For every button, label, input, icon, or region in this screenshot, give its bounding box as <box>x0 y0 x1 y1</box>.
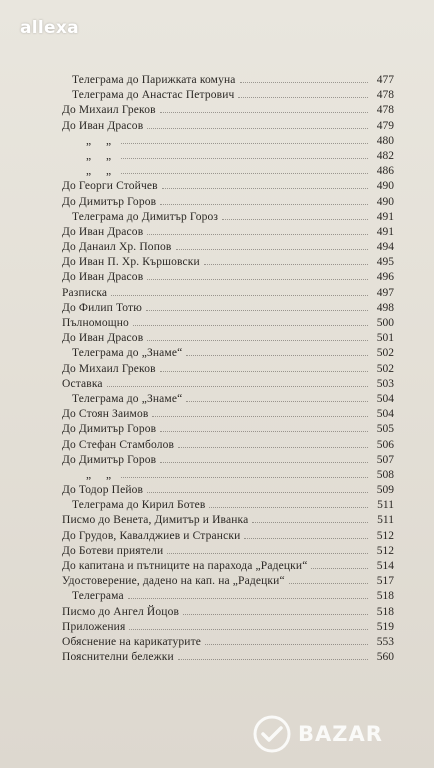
toc-entry-page-number: 478 <box>376 104 394 117</box>
watermark-brand-text: BAZAR <box>298 722 383 746</box>
dot-leader <box>160 111 368 113</box>
toc-entry <box>62 103 394 118</box>
toc-entry-title: Телеграма до Анастас Петрович <box>72 89 235 102</box>
toc-entry <box>62 438 394 453</box>
dot-leader <box>209 506 368 508</box>
toc-entry <box>62 255 394 270</box>
toc-entry-title: До Михаил Греков <box>62 362 156 375</box>
dot-leader <box>147 278 368 280</box>
toc-entry-page-number: 490 <box>376 180 394 193</box>
toc-entry-title: До Димитър Горов <box>62 195 157 208</box>
toc-entry <box>62 134 394 149</box>
toc-entry-page-number: 500 <box>376 317 394 329</box>
toc-entry-title: До Иван Драсов <box>62 332 144 345</box>
toc-entry-title: „ „ <box>86 165 118 178</box>
toc-entry-title: До Иван Драсов <box>62 119 144 132</box>
toc-entry-page-number: 511 <box>377 499 394 512</box>
dot-leader <box>146 309 368 311</box>
toc-entry <box>62 164 394 179</box>
dot-leader <box>121 142 368 144</box>
dot-leader <box>183 613 368 615</box>
dot-leader <box>147 339 368 341</box>
toc-entry-title: До Грудов, Кавалджиев и Странски <box>62 529 241 542</box>
toc-entry-page-number: 512 <box>376 544 394 557</box>
toc-entry-title: До Иван П. Хр. Кършовски <box>62 256 200 269</box>
dot-leader <box>178 658 368 660</box>
toc-entry-title: До Михаил Греков <box>62 104 156 117</box>
toc-entry-title: До Ботеви приятели <box>62 544 164 557</box>
dot-leader <box>160 370 368 372</box>
dot-leader <box>121 157 368 159</box>
toc-entry-page-number: 507 <box>376 453 394 466</box>
toc-entry <box>62 270 394 285</box>
toc-entry <box>62 574 394 589</box>
toc-entry-title: Телеграма до Кирил Ботев <box>72 499 206 512</box>
toc-entry-page-number: 503 <box>376 377 394 390</box>
toc-entry <box>62 119 394 134</box>
watermark-logo-bottom <box>252 712 422 756</box>
toc-entry <box>62 179 394 194</box>
toc-entry-page-number: 495 <box>376 256 394 269</box>
dot-leader <box>147 127 368 129</box>
toc-entry-page-number: 501 <box>376 332 394 345</box>
dot-leader <box>147 491 368 493</box>
toc-entry-title: До Иван Драсов <box>62 225 144 238</box>
toc-entry-title: До Данаил Хр. Попов <box>62 241 172 254</box>
toc-entry-page-number: 560 <box>376 651 394 664</box>
toc-entry-title: До Георги Стойчев <box>62 180 158 193</box>
toc-entry-title: Приложения <box>62 620 126 633</box>
dot-leader <box>178 446 368 448</box>
dot-leader <box>186 354 368 356</box>
table-of-contents <box>62 73 394 665</box>
dot-leader <box>311 567 368 569</box>
toc-entry-title: До Иван Драсов <box>62 271 144 284</box>
dot-leader <box>205 643 368 645</box>
dot-leader <box>240 81 368 83</box>
toc-entry-page-number: 482 <box>376 149 394 162</box>
toc-entry-title: Телеграма до „Знаме“ <box>72 392 183 405</box>
toc-entry-title: Удостоверение, дадено на кап. на „Радецки“ <box>62 575 285 588</box>
toc-entry-title: Телеграма до Парижката комуна <box>72 74 236 86</box>
dot-leader <box>152 415 368 417</box>
toc-entry-page-number: 477 <box>376 74 394 86</box>
toc-entry-page-number: 491 <box>376 210 394 223</box>
toc-entry <box>62 195 394 210</box>
toc-entry <box>62 362 394 377</box>
dot-leader <box>107 385 368 387</box>
toc-entry-title: До Тодор Пейов <box>62 484 144 497</box>
toc-entry <box>62 346 394 361</box>
dot-leader <box>147 233 368 235</box>
toc-entry-title: До Филип Тотю <box>62 301 142 314</box>
toc-entry-page-number: 478 <box>376 89 394 102</box>
toc-entry <box>62 498 394 513</box>
toc-entry-title: До капитана и пътниците на парахода „Радецки“ <box>62 560 308 572</box>
toc-entry <box>62 301 394 316</box>
toc-entry-title: „ „ <box>86 468 118 481</box>
toc-entry <box>62 149 394 164</box>
toc-entry-page-number: 504 <box>376 408 394 421</box>
dot-leader <box>289 582 368 584</box>
toc-entry <box>62 392 394 407</box>
toc-entry <box>62 225 394 240</box>
toc-entry-title: Телеграма до Димитър Гороз <box>72 210 219 223</box>
toc-entry <box>62 468 394 483</box>
toc-entry-title: Писмо до Ангел Йоцов <box>62 605 180 618</box>
dot-leader <box>222 218 368 220</box>
watermark-logo-top: allexa <box>20 18 79 38</box>
toc-entry-page-number: 494 <box>376 241 394 254</box>
toc-entry-page-number: 518 <box>376 605 394 618</box>
toc-entry-page-number: 491 <box>376 225 394 238</box>
toc-entry <box>62 73 394 88</box>
toc-entry <box>62 453 394 468</box>
bazar-logo-icon <box>252 714 292 754</box>
dot-leader <box>121 172 368 174</box>
toc-entry-page-number: 519 <box>376 620 394 633</box>
toc-entry-title: До Димитър Горов <box>62 453 157 466</box>
toc-entry <box>62 620 394 635</box>
toc-entry-title: Обяснение на карикатурите <box>62 635 201 648</box>
toc-entry-title: Пояснителни бележки <box>62 651 174 664</box>
toc-entry-page-number: 490 <box>376 195 394 208</box>
toc-entry-page-number: 504 <box>376 392 394 405</box>
toc-entry <box>62 240 394 255</box>
toc-entry-title: Телеграма до „Знаме“ <box>72 347 183 360</box>
dot-leader <box>160 203 368 205</box>
toc-entry <box>62 559 394 574</box>
dot-leader <box>129 628 368 630</box>
toc-entry <box>62 529 394 544</box>
toc-entry-page-number: 502 <box>376 347 394 360</box>
toc-entry-page-number: 508 <box>376 468 394 481</box>
toc-entry <box>62 635 394 650</box>
dot-leader <box>204 263 368 265</box>
dot-leader <box>121 476 368 478</box>
dot-leader <box>186 400 368 402</box>
dot-leader <box>128 597 368 599</box>
toc-entry-title: Оставка <box>62 377 103 390</box>
toc-entry-title: Разписка <box>62 286 108 299</box>
toc-entry-page-number: 486 <box>376 165 394 178</box>
toc-entry-page-number: 514 <box>376 560 394 572</box>
toc-entry-page-number: 511 <box>377 514 394 527</box>
toc-entry <box>62 286 394 301</box>
toc-entry-page-number: 480 <box>376 134 394 147</box>
toc-entry-page-number: 509 <box>376 484 394 497</box>
dot-leader <box>238 96 368 98</box>
toc-entry <box>62 544 394 559</box>
dot-leader <box>160 430 368 432</box>
toc-entry-page-number: 506 <box>376 438 394 451</box>
toc-entry <box>62 88 394 103</box>
toc-entry-title: „ „ <box>86 134 118 147</box>
toc-entry-title: Писмо до Венета, Димитър и Иванка <box>62 514 249 527</box>
toc-entry-page-number: 498 <box>376 301 394 314</box>
toc-entry-page-number: 479 <box>376 119 394 132</box>
toc-entry <box>62 483 394 498</box>
dot-leader <box>252 521 368 523</box>
toc-entry <box>62 210 394 225</box>
toc-entry-page-number: 497 <box>376 286 394 299</box>
toc-entry-title: „ „ <box>86 149 118 162</box>
dot-leader <box>162 187 368 189</box>
dot-leader <box>160 461 368 463</box>
toc-entry-title: До Стефан Стамболов <box>62 438 175 451</box>
toc-entry-page-number: 553 <box>376 635 394 648</box>
toc-entry-page-number: 505 <box>376 423 394 436</box>
toc-entry-page-number: 512 <box>376 529 394 542</box>
dot-leader <box>176 248 369 250</box>
toc-entry <box>62 513 394 528</box>
toc-entry-title: Пълномощно <box>62 317 129 329</box>
toc-entry <box>62 331 394 346</box>
toc-entry <box>62 316 394 331</box>
toc-entry-title: До Димитър Горов <box>62 423 157 436</box>
dot-leader <box>133 324 368 326</box>
toc-entry <box>62 650 394 665</box>
toc-entry-page-number: 517 <box>376 575 394 588</box>
toc-entry-page-number: 496 <box>376 271 394 284</box>
toc-entry-title: Телеграма <box>72 590 124 603</box>
toc-entry <box>62 605 394 620</box>
toc-entry <box>62 407 394 422</box>
toc-entry <box>62 589 394 604</box>
toc-entry-title: До Стоян Заимов <box>62 408 149 421</box>
dot-leader <box>111 294 368 296</box>
toc-entry <box>62 422 394 437</box>
toc-entry <box>62 377 394 392</box>
dot-leader <box>167 552 368 554</box>
toc-entry-page-number: 518 <box>376 590 394 603</box>
dot-leader <box>244 537 368 539</box>
toc-entry-page-number: 502 <box>376 362 394 375</box>
